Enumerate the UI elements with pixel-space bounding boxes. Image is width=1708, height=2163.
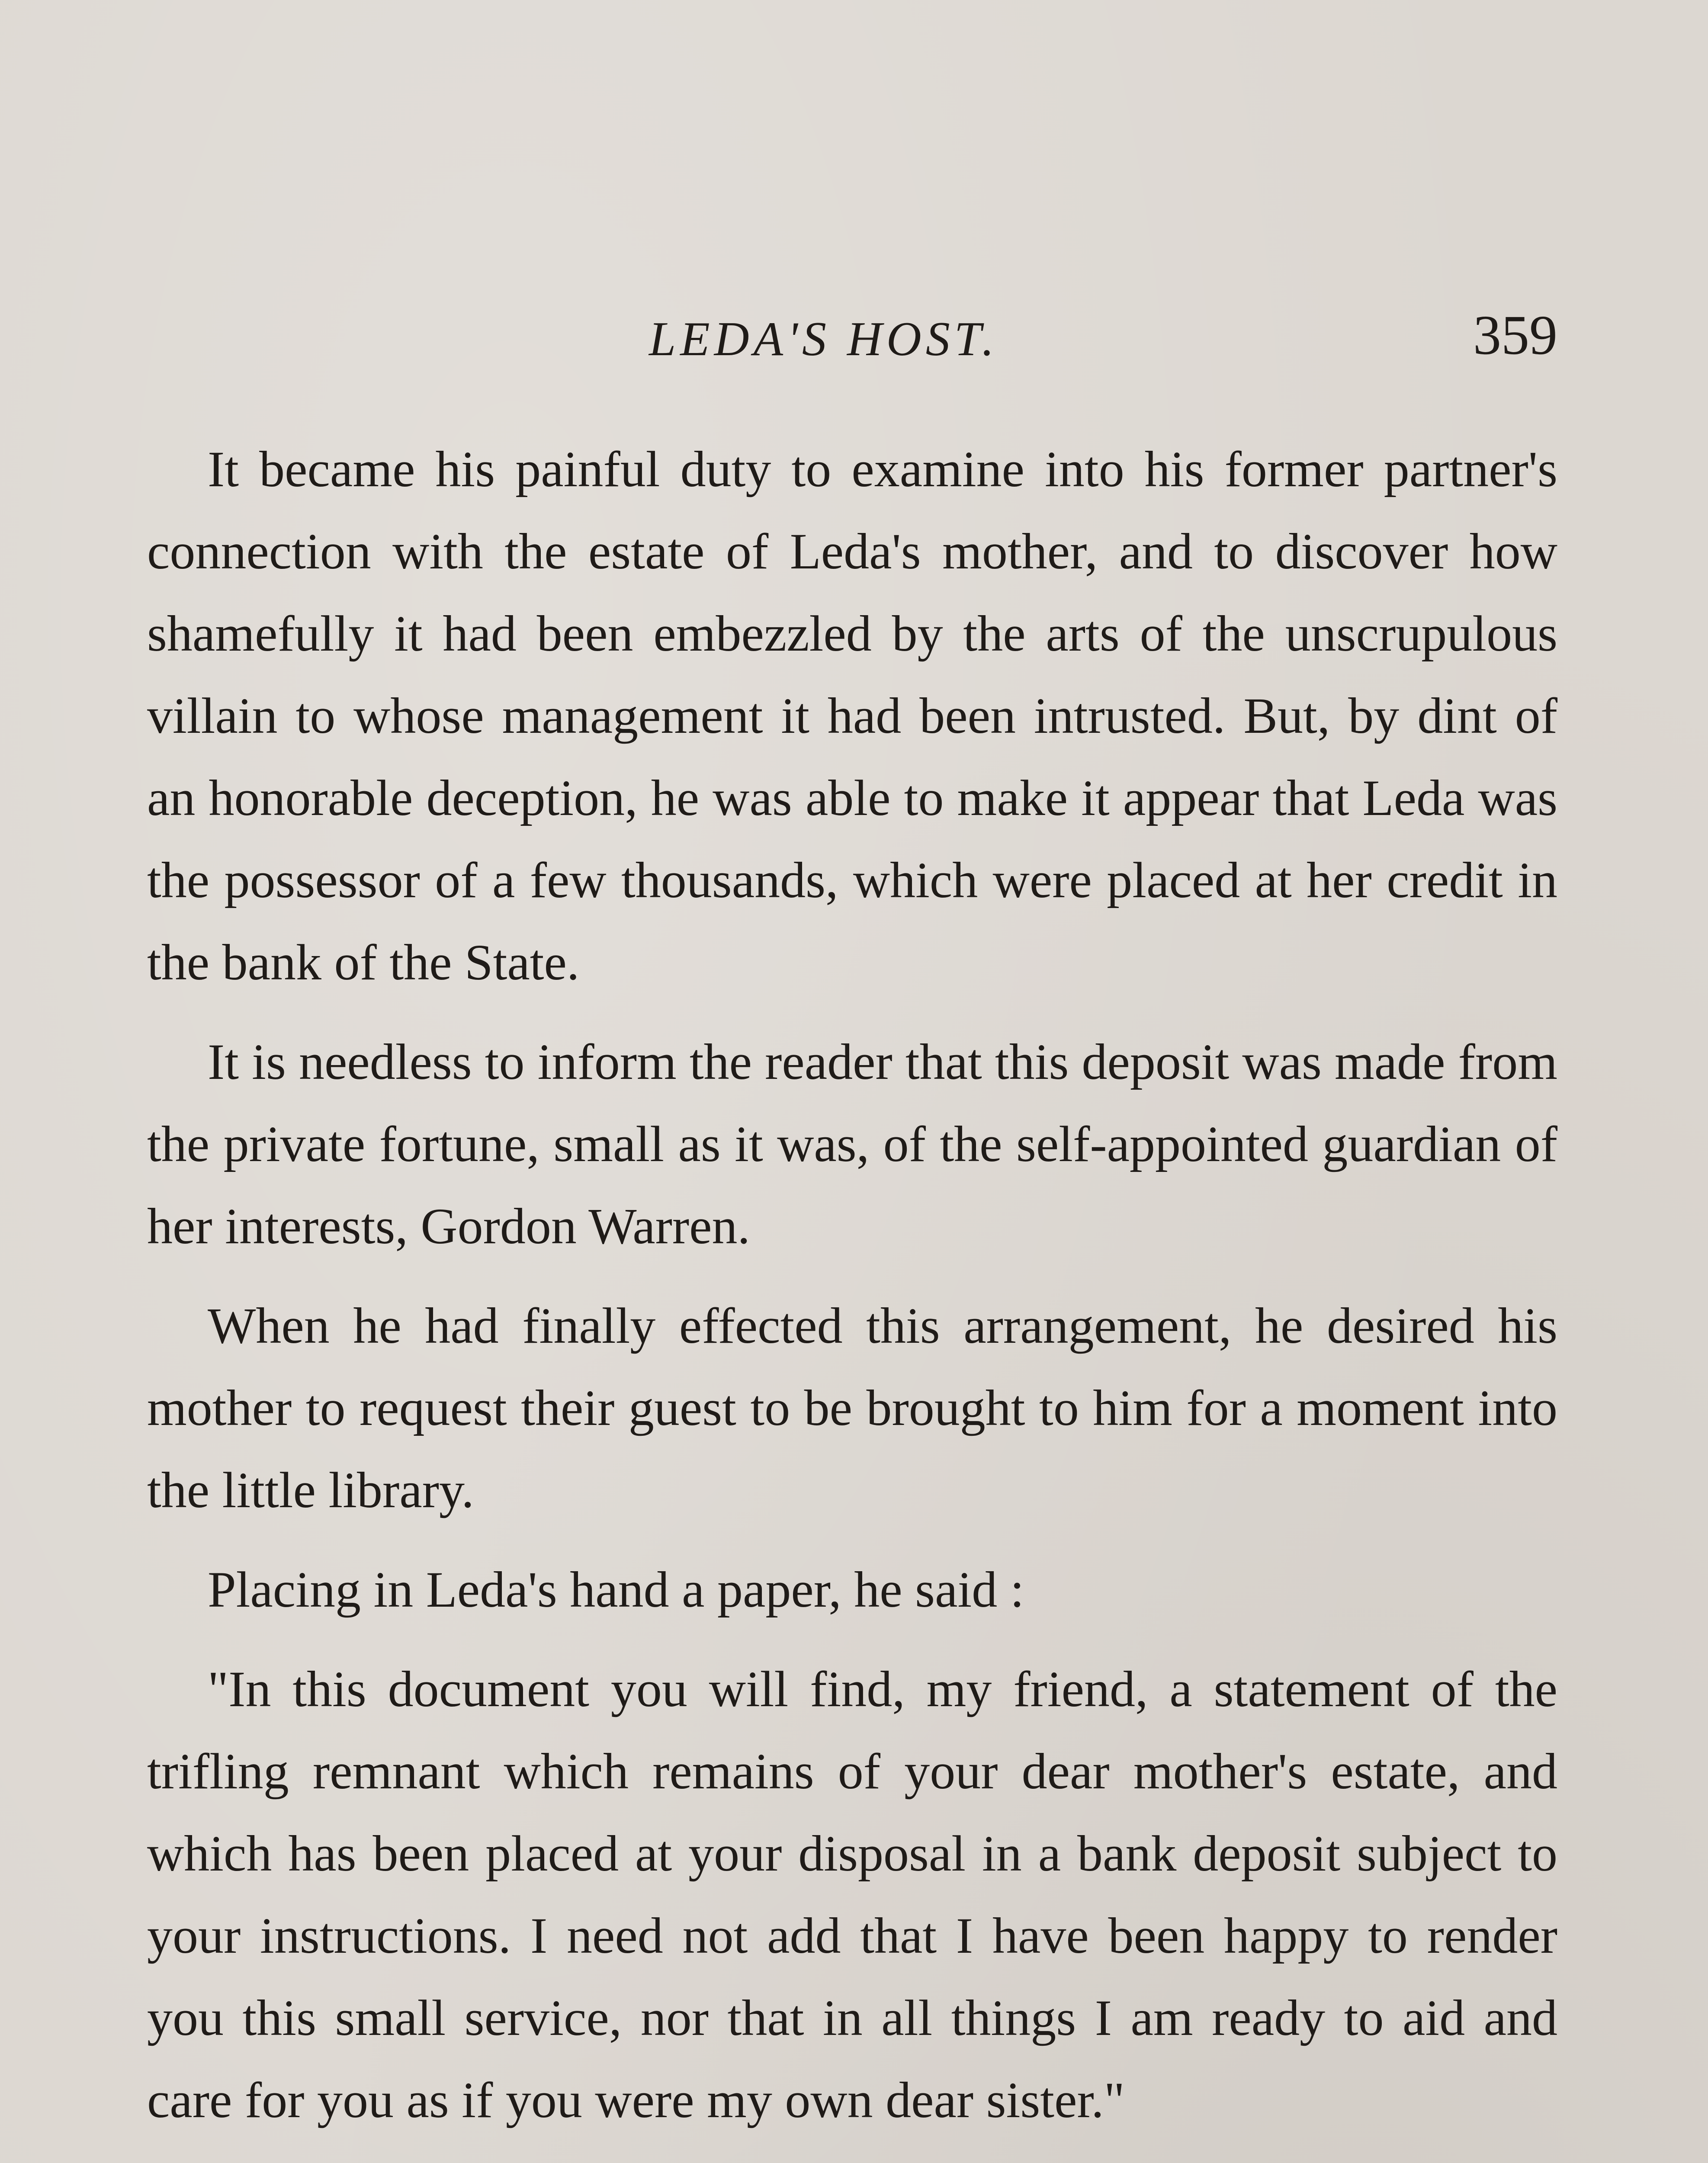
running-title: LEDA'S HOST. <box>649 312 998 366</box>
paragraph: Placing in Leda's hand a paper, he said : <box>208 1561 1024 1618</box>
page-number: 359 <box>1473 304 1557 366</box>
paragraph <box>147 2159 1557 2163</box>
body-text <box>147 428 1557 2163</box>
paragraph: It became his painful duty to examine into his former partner's connection with the estate of Leda's mother, and to discover how shamefully it had been embezzled by the arts of the unscrupulous villain to whose management it had been intrusted. But, by dint of an honorable deception, he was able to make it appear that Leda was the possessor of a few thousands, which were placed at her credit in the bank of the State. <box>147 441 1557 991</box>
running-head <box>147 303 1557 376</box>
paragraph: "In this document you will find, my friend, a statement of the trifling remnant which remains of your dear mother's estate, and which has been placed at your disposal in a bank deposit subject to your instructions. I need not add that I have been happy to render you this small service, nor that in all things I am ready to aid and care for you as if you were my own dear sister." <box>147 1661 1557 2128</box>
paragraph: It is needless to inform the reader that this deposit was made from the private fortune, small as it was, of the self-appointed guardian of her interests, Gordon Warren. <box>147 1033 1557 1255</box>
paragraph: When he had finally effected this arrangement, he desired his mother to request their guest to be brought to him for a moment into the little library. <box>147 1297 1557 1518</box>
